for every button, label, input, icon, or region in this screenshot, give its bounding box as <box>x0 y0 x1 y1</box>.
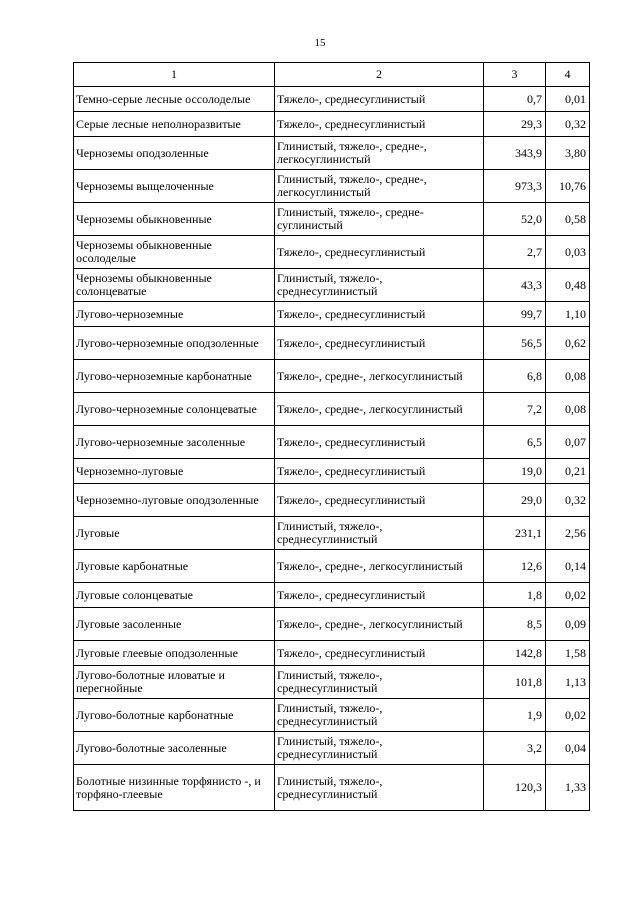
percent-cell: 10,76 <box>546 170 590 203</box>
percent-cell: 0,62 <box>546 327 590 360</box>
percent-cell: 0,02 <box>546 583 590 608</box>
area-cell: 231,1 <box>484 517 546 550</box>
texture-cell: Тяжело-, среднесуглинистый <box>275 459 484 484</box>
area-cell: 142,8 <box>484 641 546 666</box>
percent-cell: 2,56 <box>546 517 590 550</box>
soil-name-cell: Болотные низинные торфянисто -, и торфяно-глеевые <box>74 765 275 811</box>
percent-cell: 0,09 <box>546 608 590 641</box>
table-row <box>74 327 590 360</box>
table-row <box>74 459 590 484</box>
percent-cell: 0,21 <box>546 459 590 484</box>
soil-name-cell: Темно-серые лесные оссолоделые <box>74 87 275 112</box>
area-cell: 52,0 <box>484 203 546 236</box>
texture-cell: Тяжело-, среднесуглинистый <box>275 426 484 459</box>
area-cell: 29,0 <box>484 484 546 517</box>
table-row <box>74 699 590 732</box>
percent-cell: 0,08 <box>546 360 590 393</box>
texture-cell: Глинистый, тяжело-, среднесуглинистый <box>275 732 484 765</box>
soil-name-cell: Луговые солонцеватые <box>74 583 275 608</box>
area-cell: 120,3 <box>484 765 546 811</box>
table-row <box>74 550 590 583</box>
area-cell: 12,6 <box>484 550 546 583</box>
table-row <box>74 765 590 811</box>
soil-name-cell: Лугово-черноземные засоленные <box>74 426 275 459</box>
column-header-2: 2 <box>275 63 484 87</box>
soil-name-cell: Черноземно-луговые оподзоленные <box>74 484 275 517</box>
texture-cell: Тяжело-, средне-, легкосуглинистый <box>275 393 484 426</box>
table-row <box>74 426 590 459</box>
area-cell: 19,0 <box>484 459 546 484</box>
soil-name-cell: Луговые <box>74 517 275 550</box>
texture-cell: Глинистый, тяжело-, среднесуглинистый <box>275 699 484 732</box>
table-row <box>74 112 590 137</box>
soil-name-cell: Черноземы оподзоленные <box>74 137 275 170</box>
area-cell: 43,3 <box>484 269 546 302</box>
soil-name-cell: Черноземно-луговые <box>74 459 275 484</box>
percent-cell: 0,58 <box>546 203 590 236</box>
texture-cell: Глинистый, тяжело-, средне-суглинистый <box>275 203 484 236</box>
table-header-row <box>74 63 590 87</box>
area-cell: 2,7 <box>484 236 546 269</box>
texture-cell: Тяжело-, среднесуглинистый <box>275 327 484 360</box>
texture-cell: Глинистый, тяжело-, средне-, легкосуглинистый <box>275 170 484 203</box>
soil-name-cell: Луговые глеевые оподзоленные <box>74 641 275 666</box>
area-cell: 3,2 <box>484 732 546 765</box>
table-row <box>74 302 590 327</box>
percent-cell: 0,02 <box>546 699 590 732</box>
table-row <box>74 484 590 517</box>
texture-cell: Глинистый, тяжело-, среднесуглинистый <box>275 666 484 699</box>
percent-cell: 0,07 <box>546 426 590 459</box>
percent-cell: 0,03 <box>546 236 590 269</box>
table-row <box>74 517 590 550</box>
area-cell: 1,9 <box>484 699 546 732</box>
page-number: 15 <box>314 37 326 49</box>
texture-cell: Тяжело-, средне-, легкосуглинистый <box>275 550 484 583</box>
table-row <box>74 608 590 641</box>
table-row <box>74 732 590 765</box>
percent-cell: 0,04 <box>546 732 590 765</box>
area-cell: 8,5 <box>484 608 546 641</box>
texture-cell: Тяжело-, среднесуглинистый <box>275 641 484 666</box>
texture-cell: Тяжело-, среднесуглинистый <box>275 302 484 327</box>
table-row <box>74 269 590 302</box>
area-cell: 7,2 <box>484 393 546 426</box>
table-row <box>74 393 590 426</box>
percent-cell: 0,48 <box>546 269 590 302</box>
area-cell: 101,8 <box>484 666 546 699</box>
texture-cell: Тяжело-, среднесуглинистый <box>275 236 484 269</box>
soil-name-cell: Черноземы обыкновенные <box>74 203 275 236</box>
percent-cell: 1,10 <box>546 302 590 327</box>
soil-name-cell: Лугово-болотные иловатые и перегнойные <box>74 666 275 699</box>
table-row <box>74 137 590 170</box>
area-cell: 29,3 <box>484 112 546 137</box>
texture-cell: Тяжело-, средне-, легкосуглинистый <box>275 608 484 641</box>
table-row <box>74 641 590 666</box>
column-header-1: 1 <box>74 63 275 87</box>
soil-name-cell: Лугово-черноземные карбонатные <box>74 360 275 393</box>
area-cell: 0,7 <box>484 87 546 112</box>
percent-cell: 0,08 <box>546 393 590 426</box>
soil-name-cell: Луговые карбонатные <box>74 550 275 583</box>
texture-cell: Глинистый, тяжело-, среднесуглинистый <box>275 517 484 550</box>
area-cell: 56,5 <box>484 327 546 360</box>
soil-name-cell: Черноземы обыкновенные солонцеватые <box>74 269 275 302</box>
texture-cell: Тяжело-, среднесуглинистый <box>275 484 484 517</box>
area-cell: 6,5 <box>484 426 546 459</box>
soil-name-cell: Черноземы выщелоченные <box>74 170 275 203</box>
area-cell: 973,3 <box>484 170 546 203</box>
area-cell: 343,9 <box>484 137 546 170</box>
table-row <box>74 203 590 236</box>
texture-cell: Тяжело-, средне-, легкосуглинистый <box>275 360 484 393</box>
soil-name-cell: Лугово-болотные засоленные <box>74 732 275 765</box>
texture-cell: Глинистый, тяжело-, среднесуглинистый <box>275 765 484 811</box>
soil-name-cell: Лугово-черноземные <box>74 302 275 327</box>
area-cell: 1,8 <box>484 583 546 608</box>
table-row <box>74 360 590 393</box>
texture-cell: Тяжело-, среднесуглинистый <box>275 87 484 112</box>
soil-name-cell: Лугово-черноземные солонцеватые <box>74 393 275 426</box>
percent-cell: 0,32 <box>546 112 590 137</box>
texture-cell: Глинистый, тяжело-, среднесуглинистый <box>275 269 484 302</box>
soil-name-cell: Лугово-черноземные оподзоленные <box>74 327 275 360</box>
area-cell: 99,7 <box>484 302 546 327</box>
soil-name-cell: Черноземы обыкновенные осолоделые <box>74 236 275 269</box>
percent-cell: 0,01 <box>546 87 590 112</box>
table-row <box>74 583 590 608</box>
percent-cell: 0,14 <box>546 550 590 583</box>
soil-name-cell: Лугово-болотные карбонатные <box>74 699 275 732</box>
percent-cell: 1,58 <box>546 641 590 666</box>
texture-cell: Тяжело-, среднесуглинистый <box>275 112 484 137</box>
texture-cell: Глинистый, тяжело-, средне-, легкосуглинистый <box>275 137 484 170</box>
percent-cell: 1,13 <box>546 666 590 699</box>
percent-cell: 1,33 <box>546 765 590 811</box>
texture-cell: Тяжело-, среднесуглинистый <box>275 583 484 608</box>
soil-table <box>73 62 590 811</box>
table-row <box>74 170 590 203</box>
column-header-4: 4 <box>546 63 590 87</box>
table-row <box>74 87 590 112</box>
area-cell: 6,8 <box>484 360 546 393</box>
percent-cell: 0,32 <box>546 484 590 517</box>
soil-name-cell: Луговые засоленные <box>74 608 275 641</box>
table-row <box>74 666 590 699</box>
soil-name-cell: Серые лесные неполноразвитые <box>74 112 275 137</box>
column-header-3: 3 <box>484 63 546 87</box>
percent-cell: 3,80 <box>546 137 590 170</box>
table-row <box>74 236 590 269</box>
